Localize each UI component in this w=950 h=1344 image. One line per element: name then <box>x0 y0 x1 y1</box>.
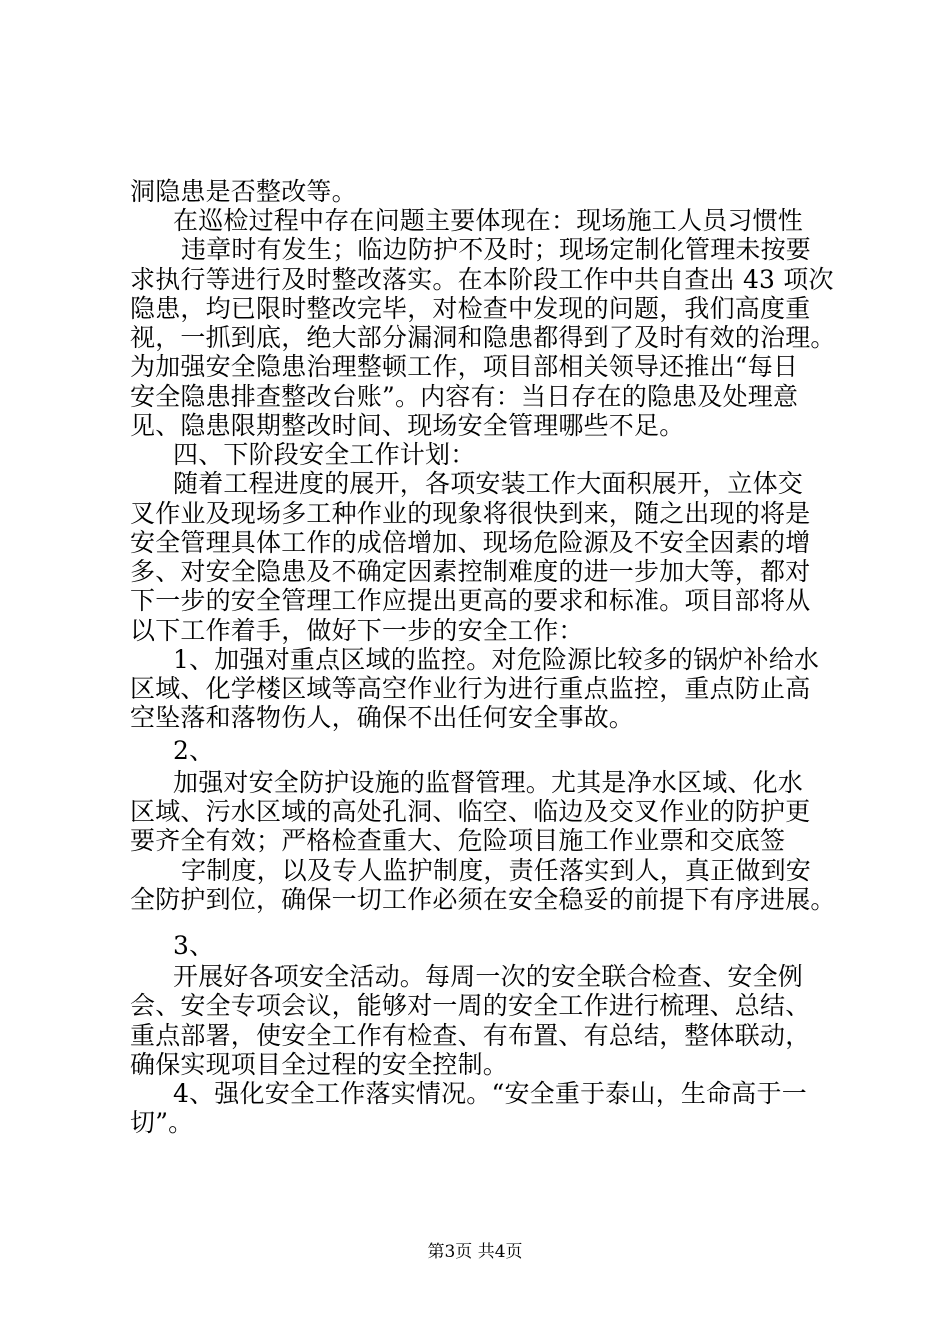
text-line: 安全隐患排查整改台账”。内容有：当日存在的隐患及处理意 <box>130 381 799 411</box>
text-line: 违章时有发生；临边防护不及时；现场定制化管理未按要 <box>181 235 812 265</box>
text-line: 重点部署，使安全工作有检查、有布置、有总结，整体联动， <box>130 1020 811 1050</box>
text-line: 1、加强对重点区域的监控。对危险源比较多的锅炉补给水 <box>173 644 820 674</box>
text-line: 见、隐患限期整改时间、现场安全管理哪些不足。 <box>130 410 685 440</box>
text-line: 视，一抓到底，绝大部分漏洞和隐患都得到了及时有效的治理。 <box>130 323 836 353</box>
text-line: 字制度，以及专人监护制度，责任落实到人，真正做到安 <box>181 855 812 885</box>
text-line: 四、下阶段安全工作计划： <box>173 440 476 470</box>
text-line: 开展好各项安全活动。每周一次的安全联合检查、安全例 <box>173 962 804 992</box>
text-line: 区域、污水区域的高处孔洞、临空、临边及交叉作业的防护更 <box>130 797 811 827</box>
text-line: 空坠落和落物伤人，确保不出任何安全事故。 <box>130 703 635 733</box>
page-footer: 第3页 共4页 <box>427 1242 523 1262</box>
text-line: 确保实现项目全过程的安全控制。 <box>130 1049 509 1079</box>
text-line: 切”。 <box>130 1108 194 1138</box>
text-line: 2、 <box>173 736 215 765</box>
text-line: 隐患，均已限时整改完毕，对检查中发现的问题，我们高度重 <box>130 293 811 323</box>
text-line: 多、对安全隐患及不确定因素控制难度的进一步加大等，都对 <box>130 557 811 587</box>
text-line: 加强对安全防护设施的监督管理。尤其是净水区域、化水 <box>173 767 804 797</box>
text-line: 会、安全专项会议，能够对一周的安全工作进行梳理、总结、 <box>130 991 811 1021</box>
text-line: 以下工作着手，做好下一步的安全工作： <box>130 615 584 645</box>
text-line: 为加强安全隐患治理整顿工作，项目部相关领导还推出“每日 <box>130 352 799 382</box>
text-line: 随着工程进度的展开，各项安装工作大面积展开，立体交 <box>173 469 804 499</box>
text-line: 3、 <box>173 931 215 961</box>
text-line: 4、强化安全工作落实情况。“安全重于泰山，生命高于一 <box>173 1079 807 1109</box>
text-line: 要齐全有效；严格检查重大、危险项目施工作业票和交底签 <box>130 826 786 856</box>
text-line: 全防护到位，确保一切工作必须在安全稳妥的前提下有序进展。 <box>130 884 836 914</box>
text-line: 下一步的安全管理工作应提出更高的要求和标准。项目部将从 <box>130 586 811 616</box>
text-line: 区域、化学楼区域等高空作业行为进行重点监控，重点防止高 <box>130 674 811 704</box>
text-line: 叉作业及现场多工种作业的现象将很快到来，随之出现的将是 <box>130 498 811 528</box>
text-line: 洞隐患是否整改等。 <box>130 177 357 206</box>
text-line: 安全管理具体工作的成倍增加、现场危险源及不安全因素的增 <box>130 527 811 557</box>
text-line: 在巡检过程中存在问题主要体现在：现场施工人员习惯性 <box>173 206 804 236</box>
text-line: 求执行等进行及时整改落实。在本阶段工作中共自查出 43 项次 <box>130 264 834 294</box>
